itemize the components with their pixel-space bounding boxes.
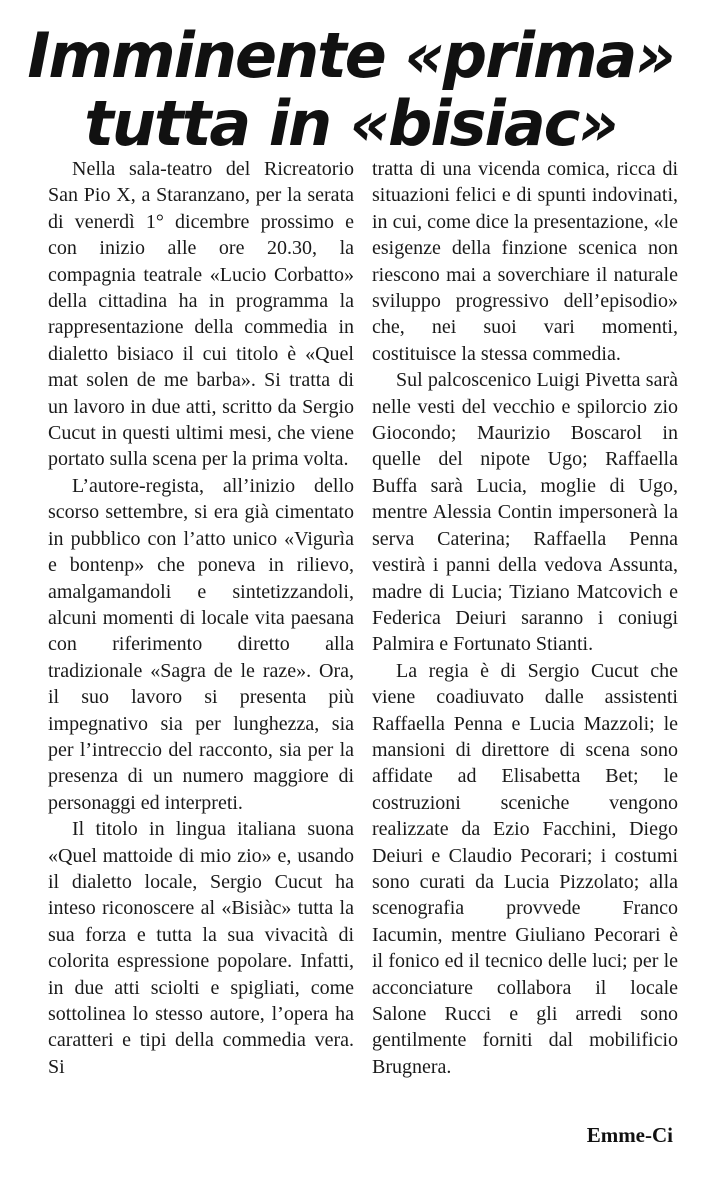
article-headline [0,19,701,160]
author-byline: Emme-Ci [586,1123,673,1147]
paragraph-crew: La regia è di Sergio Cucut che viene coadiuvato dalle assistenti Raffaella Penna e Lucia Mazzoli; le mansioni di direttore di scena sono affidate ad Elisabetta Bet; le costruzioni sceniche vengono realizzate da Ezio Facchini, Diego Deiuri e Claudio Pecorari; i costumi sono curati da Lucia Pizzolato; alla scenografia provvede Franco Iacumin, mentre Giuliano Pecorari è il fonico ed il tecnico delle luci; per le acconciature collabora il locale Salone Rucci e gli arredi sono gentilmente forniti dal mobilificio Brugnera. [372,659,678,1078]
paragraph-author: L’autore-regista, all’inizio dello scorso settembre, si era già cimentato in pubblico con l’atto unico «Vigurìa e bontenp» che poneva in rilievo, amalgamandoli e sintetizzandoli, alcuni momenti di locale vita paesana con riferimento diretto alla tradizionale «Sagra de le raze». Ora, il suo lavoro si presenta più impegnativo sia per lunghezza, sia per l’intreccio del racconto, sia per la presenza di un numero maggiore di personaggi ed interpreti. [48,474,354,814]
headline-line-2: tutta in «bisiac» [84,87,617,160]
paragraph-title-meaning: Il titolo in lingua italiana suona «Quel mattoide di mio zio» e, usando il dialetto locale, Sergio Cucut ha inteso riconoscere al «Bisiàc» tutta la sua forza e tutta la sua vivacità di colorita espressione popolare. Infatti, in due atti sciolti e spigliati, come sottolinea lo stesso autore, l’opera ha caratteri e tipi della commedia vera. Si [48,818,354,1078]
paragraph-intro: Nella sala-teatro del Ricreatorio San Pio X, a Staranzano, per la serata di venerdì 1° dicembre prossimo e con inizio alle ore 20.30, la compagnia teatrale «Lucio Corbatto» della cittadina ha in programma la rappresentazione della commedia in dialetto bisiaco il cui titolo è «Quel mat solen de me barba». Si tratta di un lavoro in due atti, scritto da Sergio Cucut in questi ultimi mesi, che viene portato sulla scena per la prima volta. [48,158,354,471]
paragraph-cast: Sul palcoscenico Luigi Pivetta sarà nelle vesti del vecchio e spilorcio zio Giocondo; Maurizio Boscarol in quelle del nipote Ugo; Raffaella Buffa sarà Lucia, moglie di Ugo, mentre Alessia Contin impersonerà la serva Caterina; Raffaella Penna vestirà i panni della vedova Assunta, madre di Lucia; Tiziano Matcovich e Federica Deiuri saranno i coniugi Palmira e Fortunato Stianti. [372,369,678,656]
left-text-column [48,156,354,1080]
right-text-column [372,156,678,1080]
paragraph-continuation: tratta di una vicenda comica, ricca di situazioni felici e di spunti indovinati, in cui, come dice la presentazione, «le esigenze della finzione scenica non riescono mai a soverchiare il naturale sviluppo progressivo dell’episodio» che, nei suoi vari momenti, costituisce la stessa commedia. [372,158,678,365]
headline-line-1: Imminente «prima» [27,19,674,92]
